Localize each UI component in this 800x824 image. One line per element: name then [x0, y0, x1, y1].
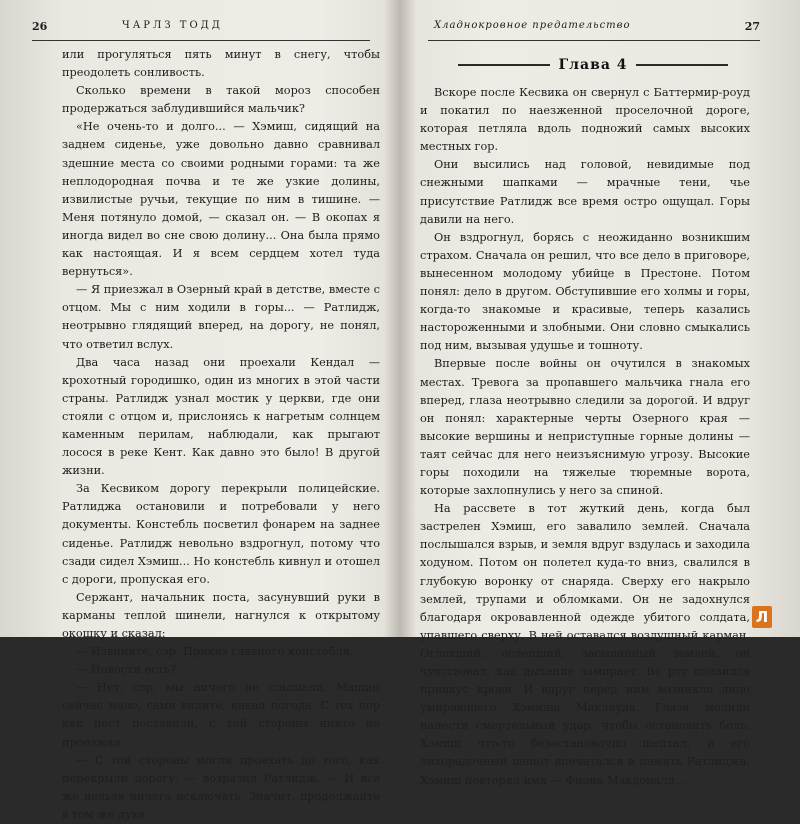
publisher-logo-icon: Л — [752, 606, 772, 628]
right-page-header — [428, 18, 760, 41]
paragraph: Вскоре после Кесвика он свернул с Баттермир-роуд и покатил по наезженной проселочной дороге, которая петляла вдоль подножий самых высоких местных гор. — [420, 86, 750, 154]
right-page-text — [420, 84, 750, 790]
paragraph: или прогуляться пять минут в снегу, чтобы преодолеть сонливость. — [62, 48, 380, 80]
chapter-rule-right — [636, 64, 728, 66]
paragraph: — Нет, сэр, мы ничего не слышали. Машин сейчас мало, сами видите, какая погода. С тех пор как пост поставили, с той стороны никто не проезжал. — [62, 681, 380, 749]
chapter-heading — [458, 54, 728, 76]
left-page-number: 26 — [32, 20, 48, 33]
left-running-head: ЧАРЛЗ ТОДД — [122, 20, 223, 31]
paragraph: Два часа назад они проехали Кендал — крохотный городишко, один из многих в этой части страны. Ратлидж узнал мостик у церкви, где они стояли с отцом и, прислонясь к нагретым солнцем каменным перилам, наблюдали, как прыгают лосося в реке Кент. Как давно это было! В другой жизни. — [62, 355, 380, 478]
left-page-header — [32, 18, 370, 41]
chapter-rule-left — [458, 64, 550, 66]
paragraph: — Я приезжал в Озерный край в детстве, вместе с отцом. Мы с ним ходили в горы... — Ратлидж, неотрывно глядящий вперед, на дорогу, не понял, что ответил вслух. — [62, 283, 380, 351]
paragraph: — Извините, сэр. Приказ главного констебля. — [76, 645, 354, 659]
paragraph: Сколько времени в такой мороз способен продержаться заблудившийся мальчик? — [62, 84, 380, 116]
paragraph: «Не очень-то и долго... — Хэмиш, сидящий на заднем сиденье, уже довольно давно сравнивал здешние места со своими родными горами: та же неплодородная почва и те же узкие долины, извилистые ручьи, текущие по ним в тишине. — Меня потянуло домой, — сказал он. — В окопах я иногда видел во сне свою долину... Она была прямо как настоящая. И я всем сердцем хотел туда вернуться». — [62, 120, 380, 279]
paragraph: — С той стороны могли проехать до того, как перекрыли дорогу, — возразил Ратлидж. — И все же нельзя ничего исключать. Значит, продолжайте в том же духе. — [62, 753, 380, 821]
paragraph: — Новости есть? — [76, 663, 176, 677]
right-running-head: Хладнокровное предательство — [434, 20, 631, 31]
paragraph: Впервые после войны он очутился в знакомых местах. Тревога за пропавшего мальчика гнала его вперед, глаза неотрывно следили за дорогой. И вдруг он понял: характерные черты Озерного края — высокие вершины и неприступные горные долины — таят сейчас для него неизъяснимую угрозу. Высокие горы походили на тяжелые тюремные ворота, которые захлопнулись у него за спиной. — [420, 357, 750, 498]
left-page-text — [62, 46, 380, 824]
paragraph: За Кесвиком дорогу перекрыли полицейские. Ратлиджа остановили и потребовали у него документы. Констебль посветил фонарем на заднее сиденье. Ратлидж невольно вздрогнул, потому что сзади сидел Хэмиш... Но констебль кивнул и отошел с дороги, пропуская его. — [62, 482, 380, 586]
right-page-number: 27 — [744, 20, 760, 33]
paragraph: Сержант, начальник поста, засунувший руки в карманы теплой шинели, нагнулся к открытому окошку и сказал: — [62, 590, 380, 640]
chapter-title: Глава 4 — [558, 57, 628, 73]
paragraph: На рассвете в тот жуткий день, когда был застрелен Хэмиш, его завалило землей. Сначала послышался взрыв, и земля вдруг вздулась и заходила ходуном. Потом он полетел куда-то вниз, свалился в глубокую воронку от снаряда. Сверху его накрыло землей, трупами и обломками. Он не задохнулся благодаря окровавленной одежде убитого солдата, упавшего сверху. В ней оставался воздушный карман. Оглохший, ослепший, засыпанный землей, он чувствовал, как дыхание замирает. Во рту появился привкус крови. И вдруг перед ним возникло лицо умирающего Хэмиша Маклауда. Глаза молили нанести смертельный удар, чтобы остановить боль. Хэмиш что-то безостановочно шептал, и его лихорадочный шепот впечатался в память Ратлиджа. Хэмиш повторял имя — Фиона Макдоналд... — [420, 502, 750, 787]
paragraph: Они высились над головой, невидимые под снежными шапками — мрачные тени, чье присутствие Ратлидж все время остро ощущал. Горы давили на него. — [420, 158, 750, 226]
paragraph: Он вздрогнул, борясь с неожиданно возникшим страхом. Сначала он решил, что все дело в приговоре, вынесенном молодому убийце в Престоне. Потом понял: дело в другом. Обступившие его холмы и горы, когда-то знакомые и красивые, теперь казались настороженными и злобными. Они словно смыкались под ним, вызывая удушье и тошноту. — [420, 230, 750, 353]
